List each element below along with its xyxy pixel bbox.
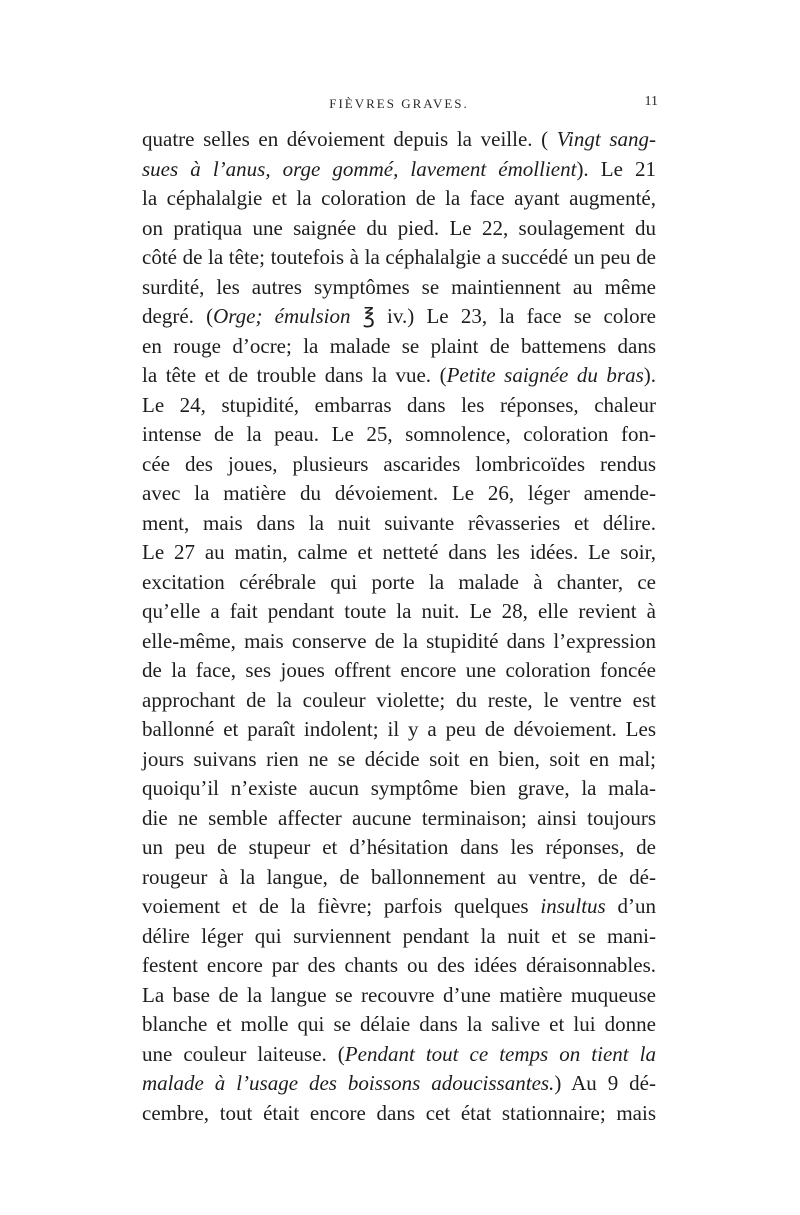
text-span: cembre, tout était encore dans cet état stationnaire; mais [142, 1100, 656, 1125]
text-span: blanche et molle qui se délaie dans la salive et lui donne [142, 1012, 656, 1036]
text-line [142, 420, 656, 450]
text-span: ment, mais dans la nuit suivante rêvasseries et délire. [142, 510, 656, 535]
text-span: excitation cérébrale qui porte la malade à chanter, ce [142, 569, 656, 594]
text-line [142, 125, 656, 155]
text-line [142, 273, 656, 303]
text-span: intense de la peau. Le 25, somnolence, coloration fon- [142, 422, 656, 446]
text-span: ). Le 21 [576, 156, 656, 181]
italic-span: insultus [540, 894, 606, 918]
text-span: une couleur laiteuse. ( [142, 1041, 345, 1066]
body-text [142, 125, 656, 1128]
text-line [142, 302, 656, 332]
text-span: festent encore par des chants ou des idées déraisonnables. [142, 953, 656, 977]
text-span: degré. ( [142, 304, 214, 328]
text-line [142, 155, 656, 185]
text-line [142, 892, 656, 922]
text-line [142, 538, 656, 568]
italic-span: malade à l’usage des boissons adoucissantes. [142, 1071, 555, 1095]
running-head [142, 96, 656, 120]
text-span: ). [643, 363, 656, 387]
text-line [142, 361, 656, 391]
text-line [142, 509, 656, 539]
text-span: approchant de la couleur violette; du reste, le ventre est [142, 687, 656, 712]
italic-span: Petite saignée du bras [446, 363, 644, 387]
text-line [142, 627, 656, 657]
text-span: délire léger qui surviennent pendant la nuit et se mani- [142, 923, 656, 948]
text-span: la céphalalgie et la coloration de la face ayant augmenté, [142, 186, 656, 210]
text-line [142, 922, 656, 952]
text-span: quatre selles en dévoiement depuis la veille. ( [142, 127, 557, 151]
running-title: FIÈVRES GRAVES. [329, 96, 469, 111]
text-line [142, 804, 656, 834]
text-span: ℥ iv.) Le 23, la face se colore [350, 304, 656, 328]
text-span: côté de la tête; toutefois à la céphalalgie a succédé un peu de [142, 245, 656, 269]
text-span: quoiqu’il n’existe aucun symptôme bien grave, la mala- [142, 776, 656, 800]
italic-span: Orge; émulsion [213, 304, 351, 328]
text-span: avec la matière du dévoiement. Le 26, léger amende- [142, 481, 656, 505]
page-number: 11 [644, 94, 658, 109]
text-span: jours suivans rien ne se décide soit en bien, soit en mal; [142, 746, 656, 771]
text-line [142, 391, 656, 421]
text-line [142, 568, 656, 598]
text-line [142, 715, 656, 745]
text-line [142, 1040, 656, 1070]
text-line [142, 479, 656, 509]
italic-span: Vingt sang- [556, 127, 656, 151]
italic-span: Pendant tout ce temps on tient la [344, 1041, 656, 1066]
text-span: la tête et de trouble dans la vue. ( [142, 363, 447, 387]
text-span: d’un [605, 894, 656, 918]
text-span: Le 27 au matin, calme et netteté dans les idées. Le soir, [142, 540, 656, 564]
text-span: un peu de stupeur et d’hésitation dans les réponses, de [142, 835, 656, 859]
text-span: die ne semble affecter aucune terminaison; ainsi toujours [142, 805, 656, 830]
text-line [142, 184, 656, 214]
text-line [142, 686, 656, 716]
text-line [142, 774, 656, 804]
text-line [142, 1069, 656, 1099]
text-span: on pratiqua une saignée du pied. Le 22, soulagement du [142, 215, 656, 240]
text-span: en rouge d’ocre; la malade se plaint de battemens dans [142, 333, 656, 358]
text-line [142, 332, 656, 362]
text-line [142, 833, 656, 863]
text-line [142, 597, 656, 627]
text-span: voiement et de la fièvre; parfois quelques [142, 894, 541, 918]
text-span: surdité, les autres symptômes se maintiennent au même [142, 274, 656, 299]
text-span: ballonné et paraît indolent; il y a peu de dévoiement. Les [142, 717, 656, 741]
italic-span: sues à l’anus, orge gommé, lavement émollient [142, 156, 577, 181]
text-span: rougeur à la langue, de ballonnement au ventre, de dé- [142, 864, 656, 889]
text-span: Le 24, stupidité, embarras dans les réponses, chaleur [142, 392, 656, 417]
text-line [142, 951, 656, 981]
text-span: qu’elle a fait pendant toute la nuit. Le 28, elle revient à [142, 599, 656, 623]
text-line [142, 214, 656, 244]
text-span: ) Au 9 dé- [554, 1071, 656, 1095]
text-line [142, 243, 656, 273]
text-span: cée des joues, plusieurs ascarides lombricoïdes rendus [142, 451, 656, 476]
text-span: La base de la langue se recouvre d’une matière muqueuse [142, 982, 656, 1007]
text-span: de la face, ses joues offrent encore une coloration foncée [142, 658, 656, 682]
text-span: elle-même, mais conserve de la stupidité dans l’expression [142, 628, 656, 653]
text-line [142, 1010, 656, 1040]
text-line [142, 656, 656, 686]
text-line [142, 450, 656, 480]
text-line [142, 745, 656, 775]
text-line [142, 1099, 656, 1129]
text-line [142, 981, 656, 1011]
text-line [142, 863, 656, 893]
